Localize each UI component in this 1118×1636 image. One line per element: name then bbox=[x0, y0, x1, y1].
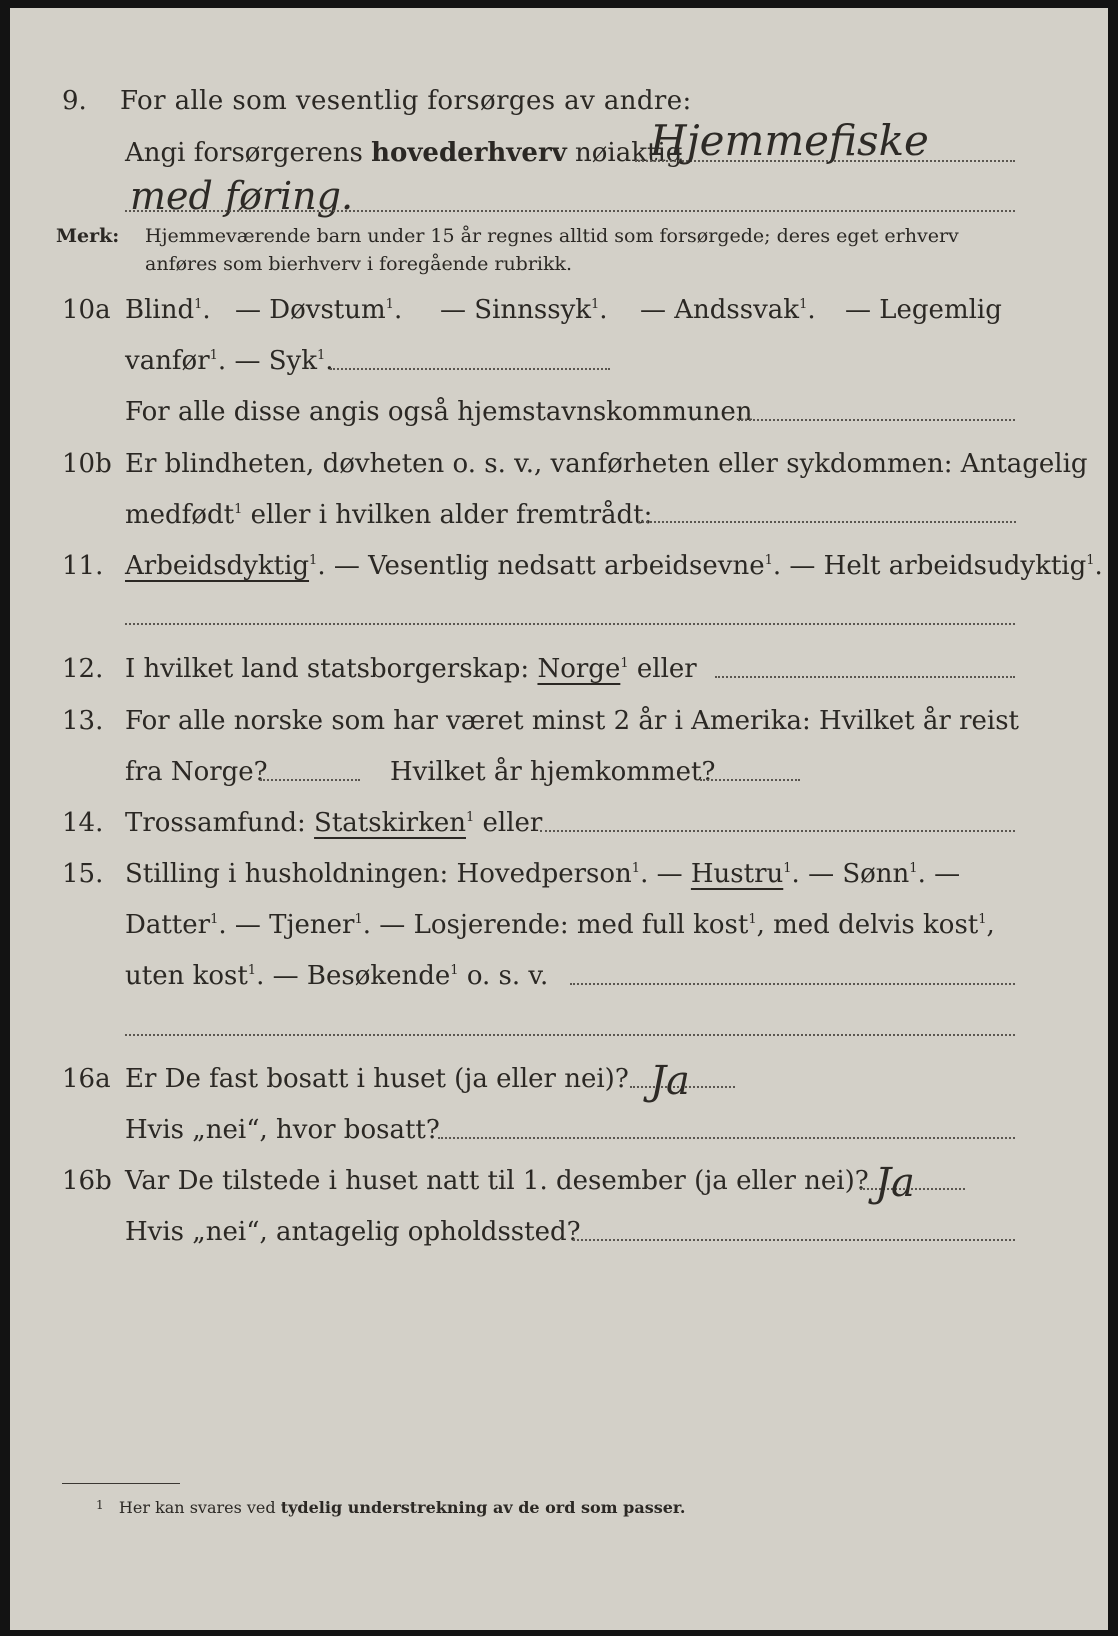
q12-number: 12. bbox=[62, 654, 104, 684]
q16b-opholdssted-line bbox=[573, 1239, 1015, 1241]
q15-answer-line bbox=[570, 983, 1015, 985]
q13-hjemkommet-line bbox=[700, 779, 800, 781]
q16b-number: 16b bbox=[62, 1166, 112, 1196]
q15-line2: Datter$^1$. — Tjener$^1$. — Losjerende: med full kost$^1$, med delvis kost$^1$, bbox=[125, 910, 995, 940]
footnote: $^1$ Her kan svares ved tydelig understrekning av de ord som passer. bbox=[96, 1498, 686, 1517]
q9-handwritten-answer-2: med føring. bbox=[130, 174, 354, 218]
q15-line1: Stilling i husholdningen: Hovedperson$^1$. — Hustru$^1$. — Sønn$^1$. — bbox=[125, 859, 961, 889]
q10a-syk-line bbox=[330, 368, 610, 370]
q16a-line2: Hvis „nei“, hvor bosatt? bbox=[125, 1115, 440, 1145]
q9-answer-line-2 bbox=[125, 210, 1015, 212]
q10a-line2: vanfør$^1$. — Syk$^1$. bbox=[125, 346, 334, 376]
q10a-legemlig: — Legemlig bbox=[845, 295, 1002, 325]
q16a-line1: Er De fast bosatt i huset (ja eller nei)? bbox=[125, 1064, 629, 1094]
q10b-number: 10b bbox=[62, 449, 112, 479]
q13-line2b: Hvilket år hjemkommet? bbox=[390, 757, 716, 787]
q9-handwritten-answer-1: Hjemmefiske bbox=[650, 116, 929, 165]
q16b-line2: Hvis „nei“, antagelig opholdssted? bbox=[125, 1217, 581, 1247]
q15-line3: uten kost$^1$. — Besøkende$^1$ o. s. v. bbox=[125, 961, 549, 991]
q15-answer-line-2 bbox=[125, 1034, 1015, 1036]
footnote-rule bbox=[62, 1483, 180, 1484]
q16b-handwritten-answer: Ja bbox=[875, 1160, 915, 1206]
q13-reist-line bbox=[260, 779, 360, 781]
q10b-answer-line bbox=[638, 521, 1016, 523]
q16a-number: 16a bbox=[62, 1064, 111, 1094]
q12-answer-line bbox=[715, 676, 1015, 678]
q11-line1: Arbeidsdyktig$^1$. — Vesentlig nedsatt arbeidsevne$^1$. — Helt arbeidsudyktig$^1$. bbox=[125, 551, 1103, 581]
q10a-kommune-line bbox=[738, 419, 1015, 421]
q10a-dovstum: — Døvstum$^1$. bbox=[235, 295, 403, 325]
q9-line1: For alle som vesentlig forsørges av andre: bbox=[120, 86, 692, 116]
merk-line1: Hjemmeværende barn under 15 år regnes alltid som forsørgede; deres eget erhverv bbox=[145, 225, 959, 247]
q11-answer-line bbox=[125, 623, 1015, 625]
q9-line2: Angi forsørgerens hovederhverv nøiaktig bbox=[125, 138, 683, 168]
q12-line: I hvilket land statsborgerskap: Norge$^1$ eller bbox=[125, 654, 697, 684]
q15-number: 15. bbox=[62, 859, 104, 889]
q13-number: 13. bbox=[62, 706, 104, 736]
q10b-line1: Er blindheten, døvheten o. s. v., vanførheten eller sykdommen: Antagelig bbox=[125, 449, 1088, 479]
q14-answer-line bbox=[540, 830, 1015, 832]
q13-line2a: fra Norge? bbox=[125, 757, 268, 787]
merk-line2: anføres som bierhverv i foregående rubrikk. bbox=[145, 253, 573, 275]
q10a-number: 10a bbox=[62, 295, 111, 325]
q10a-sinnssyk: — Sinnssyk$^1$. bbox=[440, 295, 608, 325]
q11-number: 11. bbox=[62, 551, 104, 581]
q10a-andssvak: — Andssvak$^1$. bbox=[640, 295, 816, 325]
q14-line: Trossamfund: Statskirken$^1$ eller bbox=[125, 808, 543, 838]
q16b-line1: Var De tilstede i huset natt til 1. desember (ja eller nei)? bbox=[125, 1166, 869, 1196]
q10b-line2: medfødt$^1$ eller i hvilken alder fremtrådt: bbox=[125, 500, 653, 530]
q10a-line3: For alle disse angis også hjemstavnskommunen bbox=[125, 397, 753, 427]
merk-label: Merk: bbox=[56, 225, 120, 247]
q14-number: 14. bbox=[62, 808, 104, 838]
q16a-handwritten-answer: Ja bbox=[650, 1058, 690, 1104]
census-form-page bbox=[10, 8, 1108, 1630]
q16a-bosatt-line bbox=[438, 1137, 1015, 1139]
q13-line1: For alle norske som har været minst 2 år i Amerika: Hvilket år reist bbox=[125, 706, 1019, 736]
q10a-line1: Blind$^1$. bbox=[125, 295, 211, 325]
q9-number: 9. bbox=[62, 86, 87, 116]
